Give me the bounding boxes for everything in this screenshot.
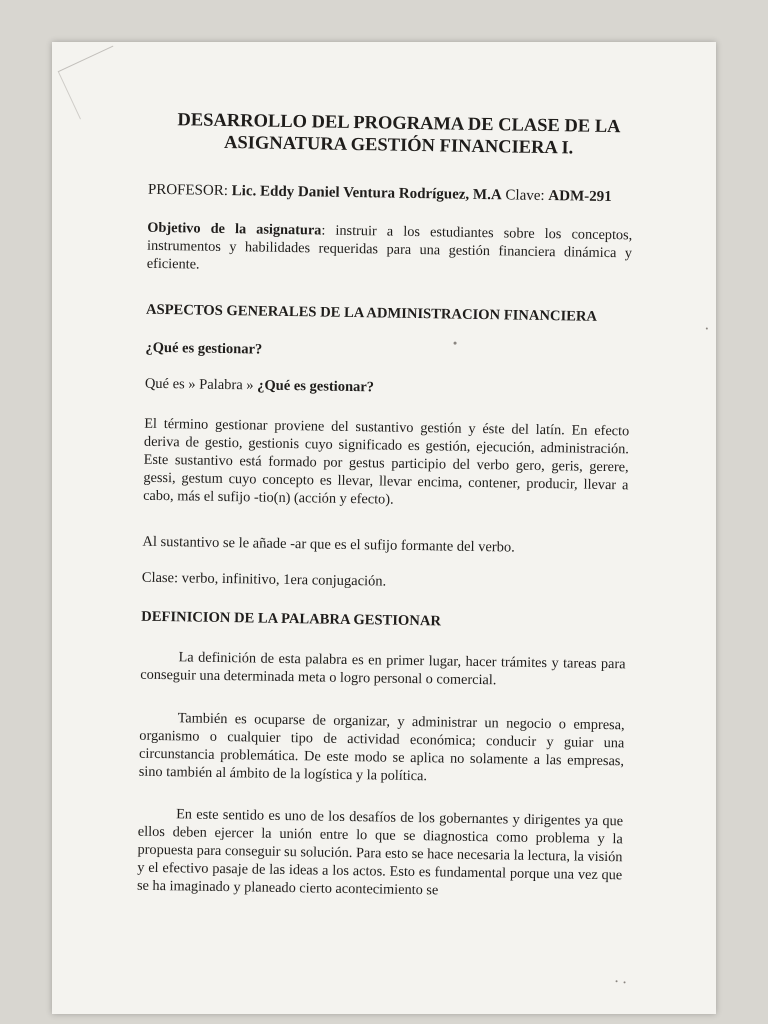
section-heading-definicion: DEFINICION DE LA PALABRA GESTIONAR (141, 608, 442, 630)
etymology-paragraph: El término gestionar proviene del sustantivo gestión y éste del latín. En efecto deriva de gestio, gestionis cuyo significado es gestión, ejecución, administración. Este sustantivo está formado por gestus participio del verbo gero, geris, gerere, gessi, gestum cuyo concepto es llevar, llevar encima, contener, producir, llevar a cabo, más el sufijo -tio(n) (acción y efecto). (143, 415, 630, 508)
scan-speck (454, 342, 457, 345)
title-line-2: ASIGNATURA GESTIÓN FINANCIERA I. (223, 132, 574, 159)
professor-degree: , M.A (465, 186, 502, 204)
scanned-page (52, 42, 716, 1014)
professor-line (148, 182, 612, 206)
breadcrumb-line (145, 376, 374, 397)
section-heading-aspectos: ASPECTOS GENERALES DE LA ADMINISTRACION FINANCIERA (145, 301, 598, 325)
breadcrumb-bold: ¿Qué es gestionar? (257, 377, 375, 396)
scan-speck (624, 981, 626, 983)
clave-value: ADM-291 (548, 188, 612, 206)
clave-label: Clave: (505, 187, 545, 204)
question-que-es-gestionar: ¿Qué es gestionar? (145, 339, 263, 358)
scan-speck (706, 328, 708, 330)
objective-label: Objetivo de la asignatura (147, 219, 322, 239)
title-line-1: DESARROLLO DEL PROGRAMA DE CLASE DE LA (177, 110, 621, 138)
objective-text: : instruir a los estudiantes sobre los conceptos, instrumentos y habilidades requeridas para una gestión financiera dinámica y eficiente. (146, 222, 633, 273)
professor-name: Lic. Eddy Daniel Ventura Rodríguez (231, 183, 466, 203)
document-title (149, 109, 650, 161)
objective-paragraph (147, 219, 633, 281)
suffix-line: Al sustantivo se le añade -ar que es el sufijo formante del verbo. (142, 533, 515, 556)
definition-paragraph-1-text: La definición de esta palabra es en primer lugar, hacer trámites y tareas para conseguir una determinada meta o logro personal o comercial. (140, 649, 626, 689)
professor-label: PROFESOR: (147, 181, 229, 200)
definition-paragraph-1 (140, 648, 626, 692)
definition-paragraph-3 (137, 805, 623, 903)
clase-line: Clase: verbo, infinitivo, 1era conjugación. (141, 569, 387, 590)
page-content (43, 37, 722, 1019)
definition-paragraph-3-text: En este sentido es uno de los desafíos de los gobernantes y dirigentes ya que ellos deben ejercer la unión entre lo que se diagnostica como problema y la propuesta para conseguir su solución. Para esto se hace necesaria la lectura, la visión y el efectivo pasaje de las ideas a los actos. Esto es fundamental porque una vez que se ha imaginado y planeado cierto acontecimiento se (136, 806, 624, 899)
definition-paragraph-2-text: También es ocuparse de organizar, y administrar un negocio o empresa, organismo o cualquier tipo de actividad económica; conducir y guiar una circunstancia problemática. De este modo se aplica no solamente a las empresas, sino también al ámbito de la logística y la política. (138, 710, 625, 785)
breadcrumb-prefix: Qué es » Palabra » (144, 375, 258, 394)
scan-speck (616, 980, 618, 982)
definition-paragraph-2 (139, 709, 625, 789)
